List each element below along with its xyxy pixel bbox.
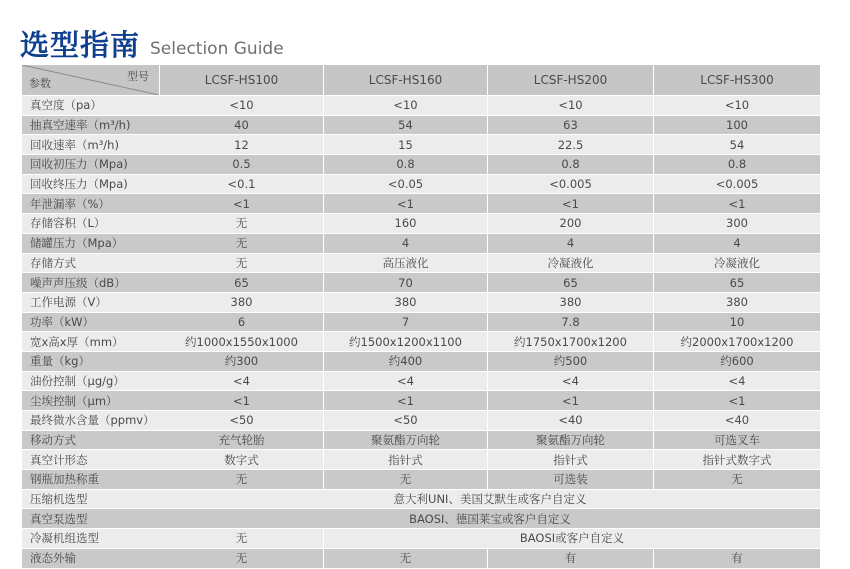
table-cell: <40: [488, 411, 654, 431]
table-cell: <1: [488, 194, 654, 214]
table-cell: <1: [654, 194, 820, 214]
table-body: [22, 65, 820, 569]
row-label: 宽x高x厚（mm）: [22, 332, 160, 352]
table-cell: 4: [654, 234, 820, 254]
table-cell: 无: [160, 214, 324, 234]
table-cell: 7: [324, 313, 488, 333]
table-cell: 380: [324, 293, 488, 313]
table-cell: 高压液化: [324, 254, 488, 274]
table-cell: BAOSI或客户自定义: [324, 529, 820, 549]
table-cell: 聚氨酯万向轮: [324, 431, 488, 451]
row-label: 最终微水含量（ppmv）: [22, 411, 160, 431]
table-row: [22, 470, 820, 490]
table-cell: <4: [160, 372, 324, 392]
table-cell: <1: [324, 194, 488, 214]
table-cell: 约1000x1550x1000: [160, 332, 324, 352]
row-label: 液态外输: [22, 549, 160, 569]
table-cell: 有: [488, 549, 654, 569]
row-label: 抽真空速率（m³/h): [22, 116, 160, 136]
table-cell: <50: [324, 411, 488, 431]
row-label: 回收初压力（Mpa): [22, 155, 160, 175]
table-cell: <0.1: [160, 175, 324, 195]
row-label: 回收速率（m³/h): [22, 135, 160, 155]
table-cell: 200: [488, 214, 654, 234]
page-header: [20, 22, 284, 62]
table-cell: 40: [160, 116, 324, 136]
table-cell: 约500: [488, 352, 654, 372]
table-cell: <10: [324, 96, 488, 116]
table-cell: 无: [160, 234, 324, 254]
row-label: 真空计形态: [22, 450, 160, 470]
page-title: 选型指南: [20, 28, 141, 62]
table-cell: <0.005: [488, 175, 654, 195]
table-cell: BAOSI、德国莱宝或客户自定义: [160, 509, 820, 529]
table-cell: <0.05: [324, 175, 488, 195]
row-label: 回收终压力（Mpa): [22, 175, 160, 195]
table-cell: 54: [654, 135, 820, 155]
row-label: 冷凝机组选型: [22, 529, 160, 549]
table-cell: 无: [160, 529, 324, 549]
table-cell: 指针式: [324, 450, 488, 470]
table-cell: <4: [654, 372, 820, 392]
table-row: [22, 431, 820, 451]
model-header: LCSF-HS100: [160, 65, 324, 96]
table-cell: 有: [654, 549, 820, 569]
table-cell: <4: [324, 372, 488, 392]
row-label: 功率（kW）: [22, 313, 160, 333]
table-row: [22, 411, 820, 431]
table-cell: 380: [160, 293, 324, 313]
table-row: [22, 116, 820, 136]
table-header-row: [22, 65, 820, 96]
table-cell: <1: [324, 391, 488, 411]
table-cell: 无: [324, 470, 488, 490]
table-row: [22, 155, 820, 175]
table-cell: <4: [488, 372, 654, 392]
table-row: [22, 254, 820, 274]
table-row: [22, 96, 820, 116]
table-row: [22, 332, 820, 352]
table-cell: <0.005: [654, 175, 820, 195]
corner-param-label: 参数: [29, 77, 51, 90]
row-label: 工作电源（V）: [22, 293, 160, 313]
table-row: [22, 352, 820, 372]
table-cell: 冷凝液化: [488, 254, 654, 274]
table-cell: 0.8: [488, 155, 654, 175]
table-cell: 数字式: [160, 450, 324, 470]
table-row: [22, 313, 820, 333]
corner-cell: [22, 65, 160, 96]
table-row: [22, 273, 820, 293]
table-cell: 可选装: [488, 470, 654, 490]
table-cell: 意大利UNI、美国艾默生或客户自定义: [160, 490, 820, 510]
table-row: [22, 194, 820, 214]
table-cell: 54: [324, 116, 488, 136]
table-cell: 63: [488, 116, 654, 136]
table-cell: <50: [160, 411, 324, 431]
table-cell: <1: [488, 391, 654, 411]
table-cell: 可选叉车: [654, 431, 820, 451]
table-cell: 65: [160, 273, 324, 293]
row-label: 油份控制（μg/g）: [22, 372, 160, 392]
table-cell: 4: [488, 234, 654, 254]
row-label: 存储方式: [22, 254, 160, 274]
table-cell: 160: [324, 214, 488, 234]
page-subtitle: Selection Guide: [150, 39, 284, 59]
table-cell: <1: [160, 194, 324, 214]
table-cell: 65: [654, 273, 820, 293]
table-cell: 充气轮胎: [160, 431, 324, 451]
row-label: 尘埃控制（μm）: [22, 391, 160, 411]
table-cell: <1: [654, 391, 820, 411]
row-label: 重量（kg）: [22, 352, 160, 372]
table-cell: 70: [324, 273, 488, 293]
table-cell: <10: [488, 96, 654, 116]
table-cell: 冷凝液化: [654, 254, 820, 274]
table-cell: 无: [324, 549, 488, 569]
model-header: LCSF-HS160: [324, 65, 488, 96]
table-row: [22, 509, 820, 529]
table-row: [22, 391, 820, 411]
table-cell: 6: [160, 313, 324, 333]
table-cell: <10: [160, 96, 324, 116]
table-cell: 约300: [160, 352, 324, 372]
row-label: 真空度（pa）: [22, 96, 160, 116]
table-cell: 约2000x1700x1200: [654, 332, 820, 352]
table-cell: <1: [160, 391, 324, 411]
table-row: [22, 529, 820, 549]
model-header: LCSF-HS300: [654, 65, 820, 96]
table-cell: 0.5: [160, 155, 324, 175]
table-cell: 无: [160, 549, 324, 569]
table-cell: 4: [324, 234, 488, 254]
row-label: 钢瓶加热称重: [22, 470, 160, 490]
table-cell: 380: [654, 293, 820, 313]
table-cell: 无: [160, 254, 324, 274]
table-cell: 10: [654, 313, 820, 333]
table-cell: <10: [654, 96, 820, 116]
row-label: 移动方式: [22, 431, 160, 451]
table-cell: <40: [654, 411, 820, 431]
model-header: LCSF-HS200: [488, 65, 654, 96]
table-row: [22, 214, 820, 234]
table-cell: 约1750x1700x1200: [488, 332, 654, 352]
row-label: 压缩机选型: [22, 490, 160, 510]
row-label: 年泄漏率（%）: [22, 194, 160, 214]
table-cell: 0.8: [324, 155, 488, 175]
table-cell: 无: [160, 470, 324, 490]
table-cell: 300: [654, 214, 820, 234]
table-cell: 7.8: [488, 313, 654, 333]
table-row: [22, 175, 820, 195]
table-cell: 15: [324, 135, 488, 155]
table-cell: 12: [160, 135, 324, 155]
table-row: [22, 372, 820, 392]
table-cell: 约600: [654, 352, 820, 372]
table-cell: 聚氨酯万向轮: [488, 431, 654, 451]
table-cell: 无: [654, 470, 820, 490]
selection-guide-table: [22, 65, 820, 569]
table-cell: 65: [488, 273, 654, 293]
table-cell: 380: [488, 293, 654, 313]
table-cell: 约1500x1200x1100: [324, 332, 488, 352]
table-cell: 100: [654, 116, 820, 136]
table-cell: 约400: [324, 352, 488, 372]
table-row: [22, 293, 820, 313]
table-row: [22, 234, 820, 254]
row-label: 储罐压力（Mpa）: [22, 234, 160, 254]
table-row: [22, 450, 820, 470]
table-row: [22, 135, 820, 155]
table-row: [22, 490, 820, 510]
table-cell: 0.8: [654, 155, 820, 175]
table-cell: 22.5: [488, 135, 654, 155]
row-label: 噪声声压级（dB）: [22, 273, 160, 293]
row-label: 真空泵选型: [22, 509, 160, 529]
table-cell: 指针式: [488, 450, 654, 470]
table-row: [22, 549, 820, 569]
table-cell: 指针式数字式: [654, 450, 820, 470]
corner-model-label: 型号: [127, 70, 149, 83]
row-label: 存储容积（L）: [22, 214, 160, 234]
